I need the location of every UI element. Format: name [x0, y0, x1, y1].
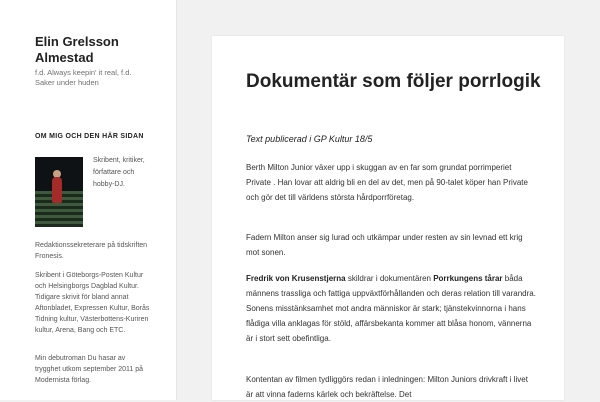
article-paragraph-2: Fadern Milton anser sig lurad och utkämpar under resten av sin levnad ett krig mot sonen.	[246, 233, 523, 257]
site-title[interactable]: Elin Grelsson Almestad	[35, 34, 119, 65]
director-name: Fredrik von Krusenstjerna	[246, 274, 346, 283]
article-paragraph-3	[246, 271, 536, 346]
article-subtitle: Text publicerad i GP Kultur 18/5	[246, 134, 373, 144]
bio-intro: Skribent, kritiker, författare och hobby-DJ.	[93, 157, 145, 188]
bio-paragraph-1: Redaktionssekreterare på tidskriften Fronesis.	[35, 242, 148, 260]
photo-person	[52, 177, 62, 203]
site-description: f.d. Always keepin' it real, f.d. Saker under huden	[35, 68, 132, 87]
paragraph-3-rest: båda männens trassliga och fattiga uppväxtförhållanden och deras relation till varandra. Sonens misstänksamhet mot andra människor är stark; tjänstekvinnorna i hans flådiga villa anklagas för stöld, affärsbekanta kommer att blåsa honom, vännerna är i stort sett obefintliga.	[246, 274, 536, 343]
film-title: Porrkungens tårar	[433, 274, 503, 283]
article-paragraph-1: Berth Milton Junior växer upp i skuggan av en far som grundat porrimperiet Private . Han lovar att aldrig bli en del av det, men på 90-talet köper han Private och gör det till världens största hårdporrföretag.	[246, 163, 528, 202]
paragraph-3-mid: skildrar i dokumentären	[345, 274, 434, 283]
article-paragraph-4: Kontentan av filmen tydliggörs redan i inledningen: Milton Juniors drivkraft i livet är att vinna faderns kärlek och bekräftelse. Det	[246, 375, 528, 399]
bio-paragraph-2: Skribent i Göteborgs-Posten Kultur och Helsingborgs Dagblad Kultur. Tidigare skrivit för bland annat Aftonbladet, Expressen Kultur, Borås Tidning kultur, Västerbottens-Kuriren kultur, Arena, Bang och ETC.	[35, 272, 150, 334]
sidebar-divider	[176, 0, 177, 400]
sidebar	[0, 0, 176, 400]
widget-title: OM MIG OCH DEN HÄR SIDAN	[35, 133, 144, 140]
author-photo	[35, 157, 83, 227]
article-title[interactable]: Dokumentär som följer porrlogik	[246, 71, 541, 92]
bio-paragraph-3: Min debutroman Du hasar av trygghet utkom september 2011 på Modernista förlag.	[35, 355, 144, 384]
